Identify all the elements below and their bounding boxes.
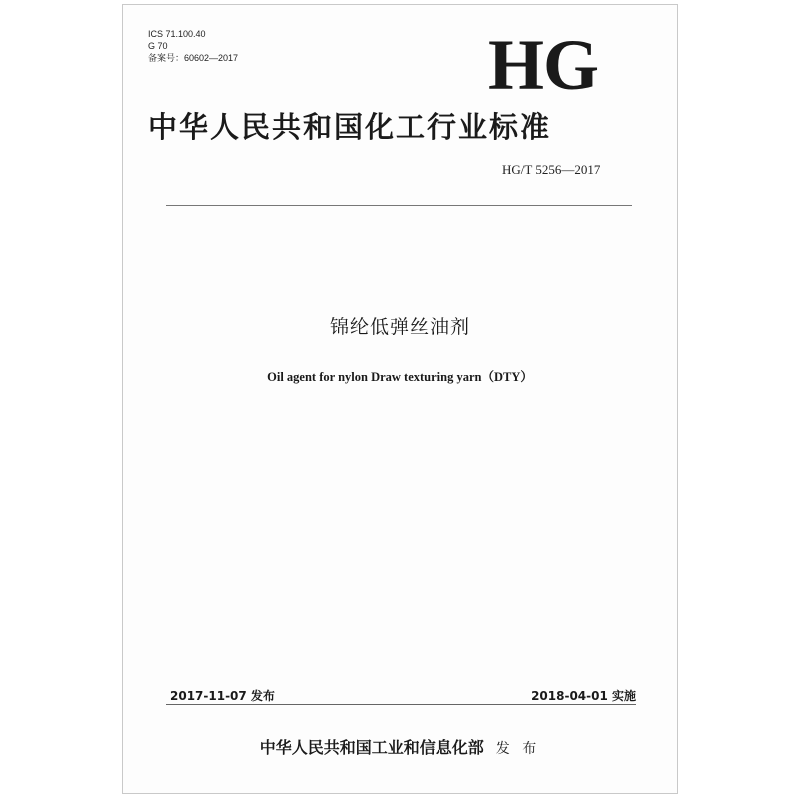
issue-word: 发 布 <box>495 741 541 757</box>
footer-divider <box>166 704 636 705</box>
filing-number: 备案号：60602—2017 <box>148 53 239 63</box>
standard-body-title: 中华人民共和国化工行业标准 <box>148 110 552 144</box>
ics-code: ICS 71.100.40 <box>148 29 206 39</box>
issuer-name: 中华人民共和国工业和信息化部 <box>259 738 484 757</box>
classification-block <box>148 28 238 64</box>
issuer-line <box>0 735 800 758</box>
header-divider <box>166 205 632 206</box>
category-code: G 70 <box>148 41 168 51</box>
document-title-english: Oil agent for nylon Draw texturing yarn（DTY） <box>267 370 533 384</box>
issue-date: 2017-11-07 发布 <box>170 689 275 703</box>
implementation-date: 2018-04-01 实施 <box>531 689 636 703</box>
standard-code: HG/T 5256—2017 <box>502 162 601 177</box>
document-title-chinese: 锦纶低弹丝油剂 <box>329 316 470 338</box>
hg-logo: HG <box>488 25 599 105</box>
